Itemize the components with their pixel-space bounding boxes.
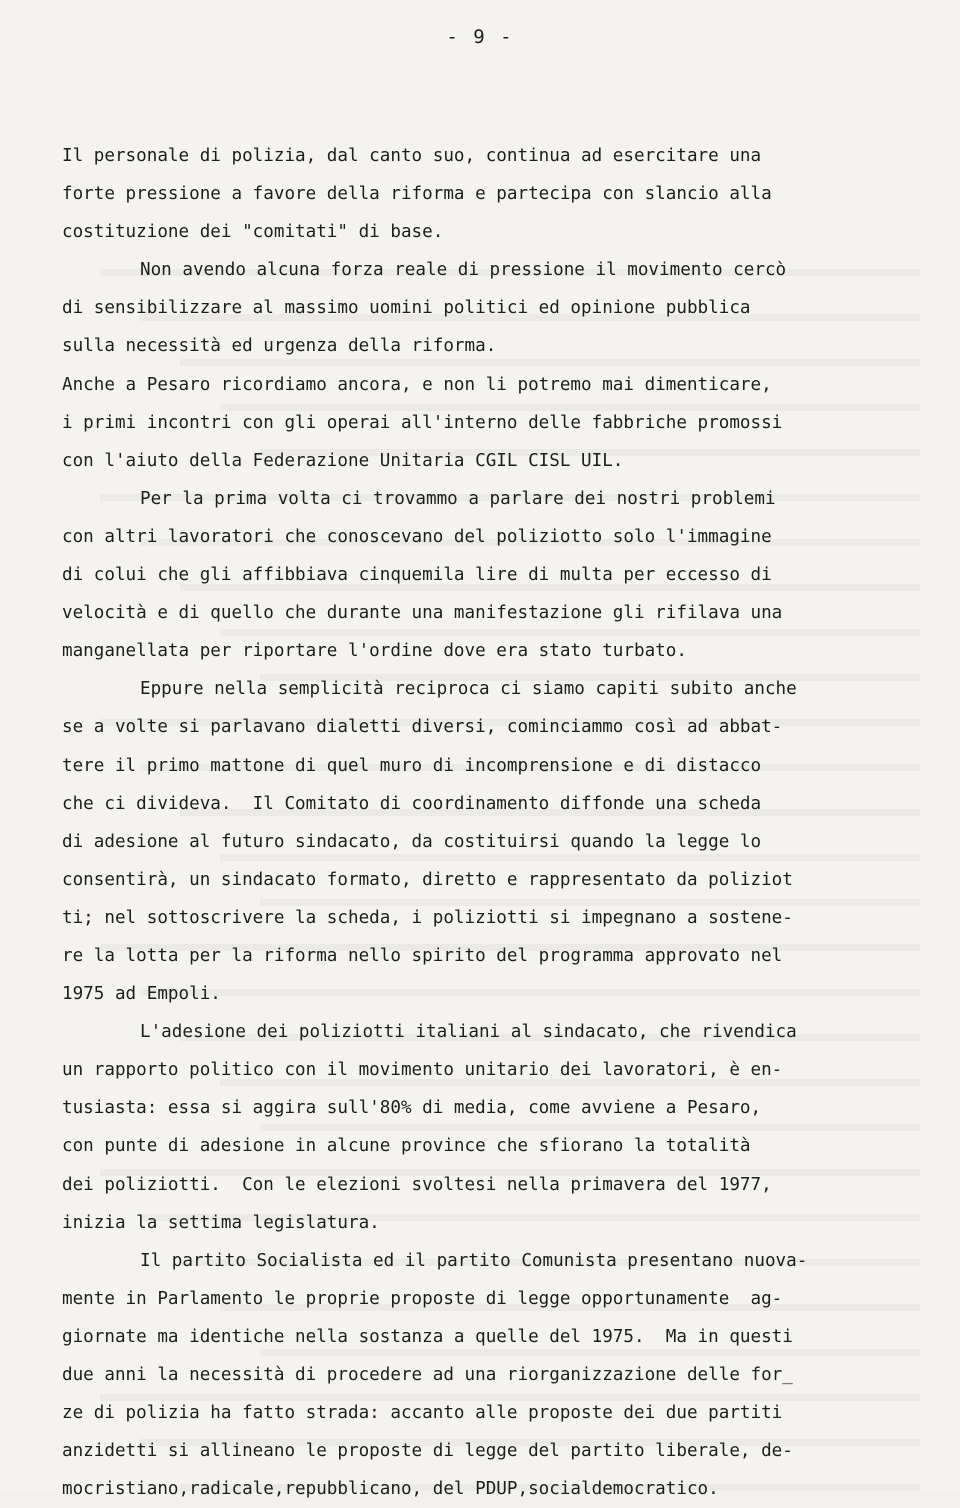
text-line: un rapporto politico con il movimento unitario dei lavoratori, è en- [62, 1060, 783, 1081]
text-line: 1975 ad Empoli. [62, 984, 221, 1005]
text-line: due anni la necessità di procedere ad una riorganizzazione delle for_ [62, 1365, 793, 1385]
text-line: di adesione al futuro sindacato, da costituirsi quando la legge lo [62, 831, 762, 852]
text-line: giornate ma identiche nella sostanza a quelle del 1975. Ma in questi [62, 1326, 793, 1347]
text-line: velocità e di quello che durante una manifestazione gli rifilava una [62, 603, 783, 624]
text-line: di colui che gli affibbiava cinquemila lire di multa per eccesso di [62, 565, 772, 586]
text-line: costituzione dei "comitati" di base. [62, 222, 444, 243]
text-line: inizia la settima legislatura. [62, 1212, 380, 1233]
text-line: Il partito Socialista ed il partito Comunista presentano nuova- [140, 1250, 808, 1271]
text-line: sulla necessità ed urgenza della riforma. [62, 336, 497, 357]
page-number: - 9 - [446, 26, 514, 48]
text-line: Non avendo alcuna forza reale di pressione il movimento cercò [140, 260, 787, 281]
body-text [62, 137, 936, 1508]
text-line: L'adesione dei poliziotti italiani al sindacato, che rivendica [140, 1022, 797, 1043]
text-line: ti; nel sottoscrivere la scheda, i poliziotti si impegnano a sostene- [62, 907, 793, 928]
text-line: con punte di adesione in alcune province che sfiorano la totalità [62, 1136, 751, 1157]
text-line: con l'aiuto della Federazione Unitaria CGIL CISL UIL. [62, 450, 624, 471]
text-line: dei poliziotti. Con le elezioni svoltesi nella primavera del 1977, [62, 1174, 772, 1195]
text-line: i primi incontri con gli operai all'interno delle fabbriche promossi [62, 412, 783, 433]
text-line: Eppure nella semplicità reciproca ci siamo capiti subito anche [140, 679, 797, 700]
text-line: Anche a Pesaro ricordiamo ancora, e non li potremo mai dimenticare, [62, 374, 772, 395]
text-line: con altri lavoratori che conoscevano del poliziotto solo l'immagine [62, 526, 772, 547]
text-line: anzidetti si allineano le proposte di legge del partito liberale, de- [62, 1441, 793, 1462]
text-line: tere il primo mattone di quel muro di incomprensione e di distacco [62, 755, 762, 776]
text-line: che ci divideva. Il Comitato di coordinamento diffonde una scheda [62, 793, 762, 814]
text-line: mocristiano,radicale,repubblicano, del PDUP,socialdemocratico. [62, 1479, 719, 1500]
text-line: re la lotta per la riforma nello spirito del programma approvato nel [62, 945, 783, 966]
text-line: se a volte si parlavano dialetti diversi, cominciammo così ad abbat- [62, 717, 783, 738]
text-line: forte pressione a favore della riforma e partecipa con slancio alla [62, 184, 772, 205]
text-line: Per la prima volta ci trovammo a parlare dei nostri problemi [140, 488, 776, 509]
text-line: manganellata per riportare l'ordine dove era stato turbato. [62, 641, 687, 662]
text-line: tusiasta: essa si aggira sull'80% di media, come avviene a Pesaro, [62, 1098, 762, 1119]
text-line: mente in Parlamento le proprie proposte di legge opportunamente ag- [62, 1288, 783, 1309]
text-line: Il personale di polizia, dal canto suo, continua ad esercitare una [62, 146, 762, 166]
text-line: consentirà, un sindacato formato, diretto e rappresentato da poliziot [62, 869, 793, 890]
text-line: di sensibilizzare al massimo uomini politici ed opinione pubblica [62, 298, 751, 319]
text-line: ze di polizia ha fatto strada: accanto alle proposte dei due partiti [62, 1403, 783, 1424]
